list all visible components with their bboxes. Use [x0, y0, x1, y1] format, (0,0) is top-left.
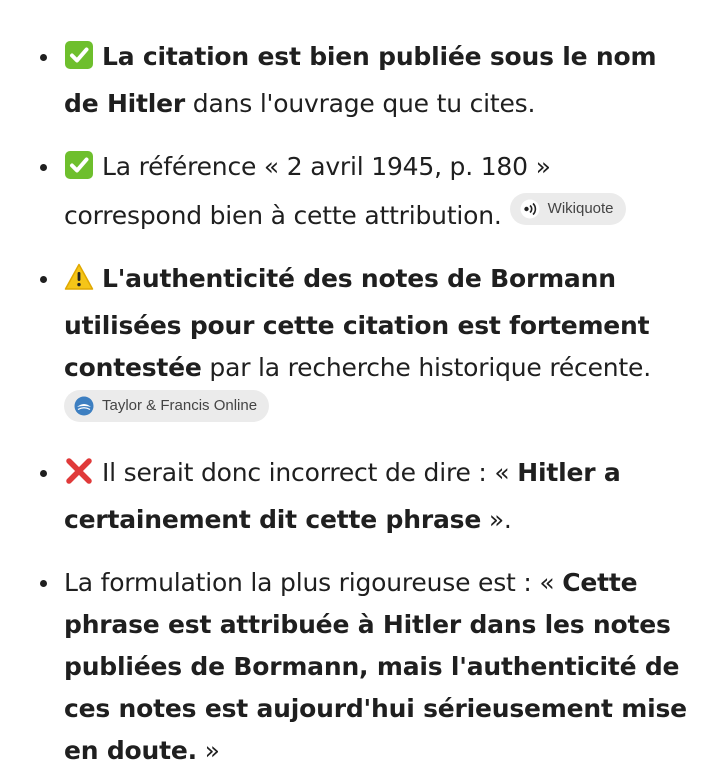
source-chip-taylor-francis[interactable] — [64, 390, 269, 422]
list-item — [34, 452, 690, 541]
taylor-francis-logo-icon — [74, 396, 94, 416]
source-chip-label: Wikiquote — [547, 200, 614, 217]
source-chip-wikiquote[interactable] — [510, 193, 626, 225]
item-bold-text: Hitler a certainement dit cette phrase — [64, 458, 621, 534]
cross-mark-icon — [64, 456, 94, 499]
white-heavy-check-mark-icon — [64, 40, 94, 83]
item-text: par la recherche historique récente. — [201, 353, 651, 382]
warning-sign-icon — [64, 262, 94, 305]
list-item — [34, 146, 690, 237]
item-text: Il serait donc incorrect de dire : « — [102, 458, 518, 487]
list-item — [34, 36, 690, 125]
list-item — [34, 258, 690, 431]
item-text: La référence « 2 avril 1945, p. 180 » correspond bien à cette attribution. — [64, 152, 551, 230]
white-heavy-check-mark-icon — [64, 150, 94, 193]
item-text-after: » — [196, 736, 220, 765]
item-text-after: ». — [481, 505, 512, 534]
item-bold-text: Cette phrase est attribuée à Hitler dans les notes publiées de Bormann, mais l'authenticité de ces notes est aujourd'hui sérieusement mise en doute. — [64, 568, 687, 765]
item-text: La formulation la plus rigoureuse est : « — [64, 568, 563, 597]
list-item — [34, 562, 690, 772]
source-chip-label: Taylor & Francis Online — [102, 397, 258, 414]
item-text: dans l'ouvrage que tu cites. — [185, 89, 536, 118]
item-bold-text: L'authenticité des notes de Bormann utilisées pour cette citation est fortement contestée — [64, 264, 650, 382]
item-bold-text: La citation est bien publiée sous le nom de Hitler — [64, 42, 657, 118]
wikiquote-logo-icon — [520, 199, 540, 219]
